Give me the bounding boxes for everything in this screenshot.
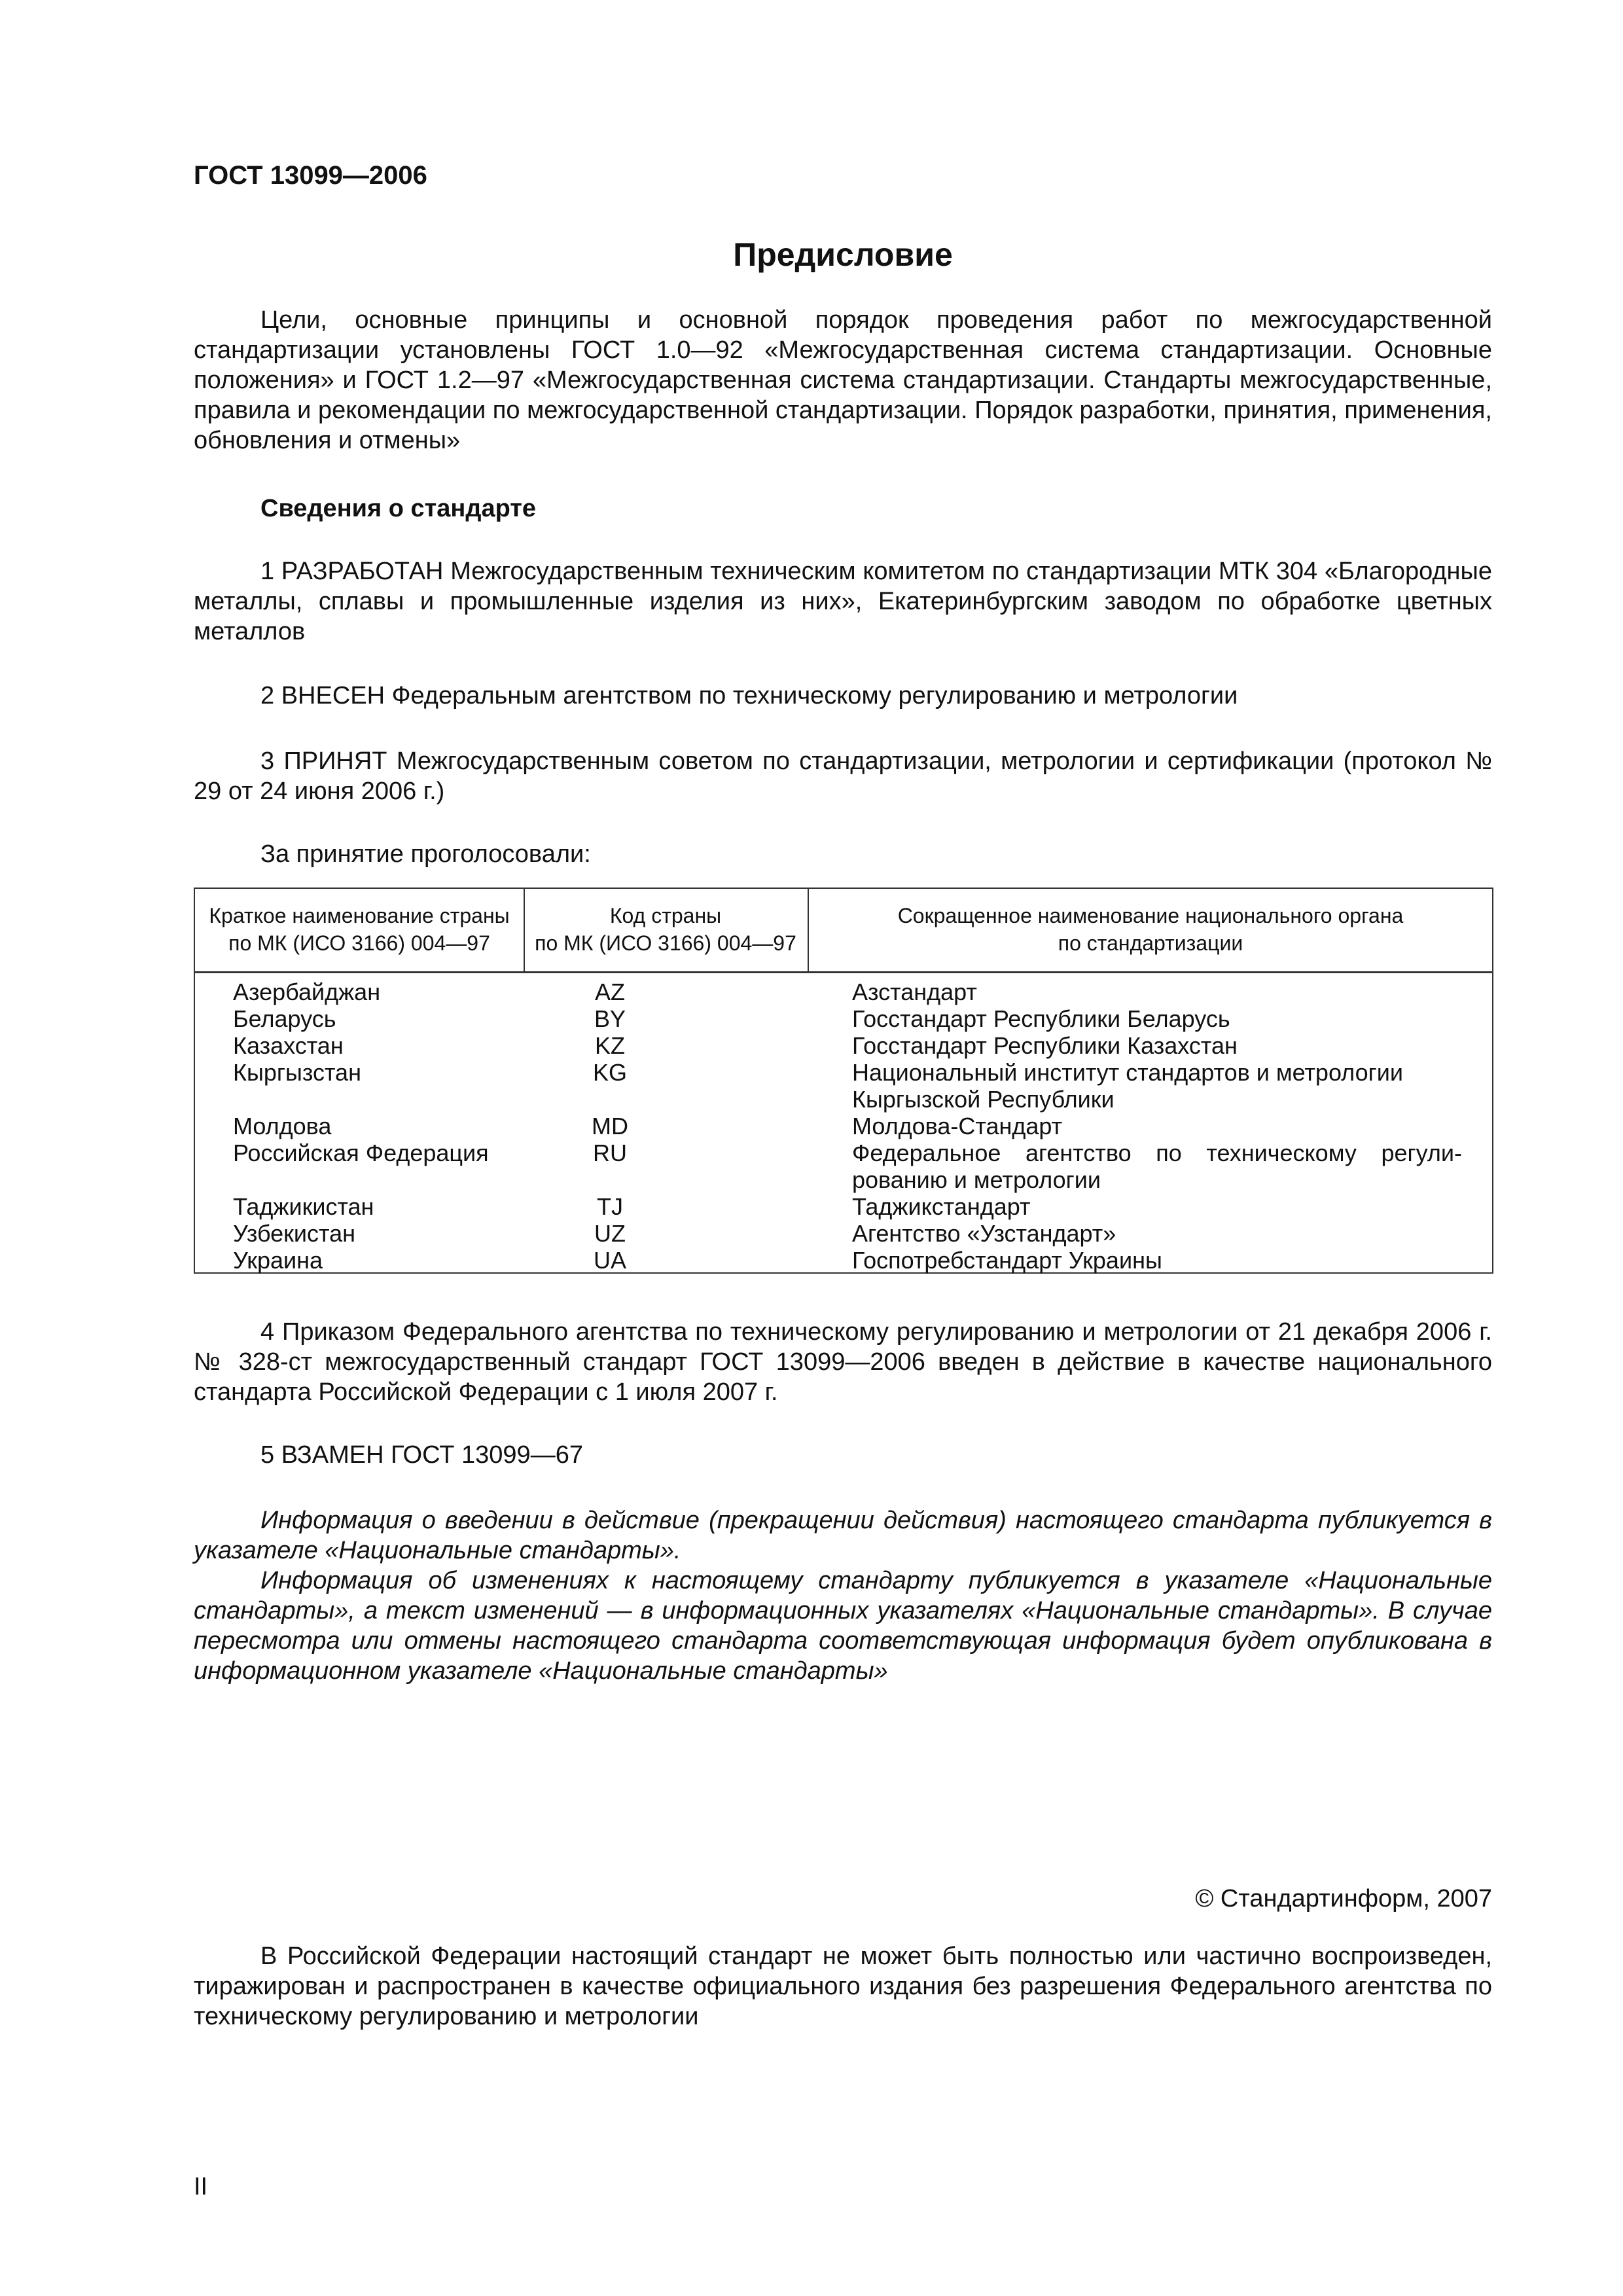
info-heading: Сведения о стандарте [260, 495, 537, 522]
code-cell: UZ [594, 1220, 626, 1247]
country-cell: Беларусь [233, 1005, 336, 1032]
country-cell: Азербайджан [233, 978, 381, 1005]
org-cell: Таджикстандарт [852, 1193, 1031, 1220]
header-country: Краткое наименование страны по МК (ИСО 3166) 004—97 [209, 904, 510, 955]
code-cell: KG [592, 1059, 627, 1086]
table-row [195, 1247, 1492, 1274]
document-header: ГОСТ 13099—2006 [194, 161, 427, 190]
header-organization: Сокращенное наименование национального органа по стандартизации [897, 904, 1404, 955]
notice-introduction: Информация о введении в действие (прекращении действия) настоящего стандарта публикуется в указателе «Национальные стандарты». [194, 1507, 1492, 1564]
org-cell: Федеральное агентство по техническому регули- рованию и метрологии [852, 1139, 1462, 1193]
notice-changes: Информация об изменениях к настоящему стандарту публикуется в указателе «Национальные стандарты», а текст изменений — в информационных указателях «Национальные стандарты». В случае пересмотра или отмены настоящего стандарта соответствующая информация будет опубликована в информационном указателе «Национальные стандарты» [194, 1567, 1492, 1685]
country-cell: Узбекистан [233, 1220, 356, 1247]
org-cell: Национальный институт стандартов и метрологии Кыргызской Республики [852, 1059, 1403, 1113]
voted-label: За принятие проголосовали: [260, 840, 591, 868]
intro-paragraph: Цели, основные принципы и основной порядок проведения работ по межгосударственной стандартизации установлены ГОСТ 1.0—92 «Межгосударственная система стандартизации. Основные положения» и ГОСТ 1.2—97 «Межгосударственная система стандартизации. Стандарты межгосударственные, правила и рекомендации по межгосударственной стандартизации. Порядок разработки, принятия, применения, обновления и отмены» [194, 306, 1492, 454]
item-1-developed: 1 РАЗРАБОТАН Межгосударственным техническим комитетом по стандартизации МТК 304 «Благородные металлы, сплавы и промышленные изделия из них», Екатеринбургским заводом по обработке цветных металлов [194, 558, 1492, 645]
voting-table [194, 888, 1493, 1274]
org-cell: Госпотребстандарт Украины [852, 1247, 1162, 1274]
code-cell: UA [593, 1247, 626, 1274]
code-cell: BY [594, 1005, 626, 1032]
code-cell: MD [592, 1113, 628, 1139]
section-title: Предисловие [733, 236, 953, 273]
table-header-row [195, 889, 1492, 973]
country-cell: Молдова [233, 1113, 332, 1139]
org-cell: Госстандарт Республики Казахстан [852, 1032, 1238, 1059]
country-cell: Таджикистан [233, 1193, 374, 1220]
item-3-adopted: 3 ПРИНЯТ Межгосударственным советом по стандартизации, метрологии и сертификации (протокол № 29 от 24 июня 2006 г.) [194, 747, 1492, 805]
code-cell: RU [593, 1139, 627, 1166]
table-row [195, 1193, 1492, 1220]
table-row [195, 1220, 1492, 1247]
reproduction-restriction: В Российской Федерации настоящий стандарт не может быть полностью или частично воспроизведен, тиражирован и распространен в качестве официального издания без разрешения Федерального агентства по техническому регулированию и метрологии [194, 1943, 1492, 2030]
org-cell: Молдова-Стандарт [852, 1113, 1063, 1139]
page-number: II [194, 2173, 208, 2200]
country-cell: Российская Федерация [233, 1139, 489, 1166]
table-row [195, 1005, 1492, 1032]
table-row [195, 1113, 1492, 1139]
code-cell: TJ [597, 1193, 623, 1220]
code-cell: AZ [594, 978, 625, 1005]
item-4-enacted: 4 Приказом Федерального агентства по техническому регулированию и метрологии от 21 декабря 2006 г. № 328-ст межгосударственный стандарт ГОСТ 13099—2006 введен в действие в качестве национального стандарта Российской Федерации с 1 июля 2007 г. [194, 1318, 1492, 1406]
item-5-replaces: 5 ВЗАМЕН ГОСТ 13099—67 [260, 1441, 583, 1469]
code-cell: KZ [594, 1032, 625, 1059]
table-body [195, 978, 1492, 1274]
item-2-submitted: 2 ВНЕСЕН Федеральным агентством по техническому регулированию и метрологии [260, 682, 1238, 709]
table-row [195, 1059, 1492, 1113]
table-row [195, 978, 1492, 1005]
org-cell: Агентство «Узстандарт» [852, 1220, 1116, 1247]
header-code: Код страны по МК (ИСО 3166) 004—97 [535, 904, 796, 955]
country-cell: Кыргызстан [233, 1059, 361, 1086]
org-cell: Азстандарт [852, 978, 977, 1005]
country-cell: Казахстан [233, 1032, 344, 1059]
table-row [195, 1139, 1492, 1193]
org-cell: Госстандарт Республики Беларусь [852, 1005, 1230, 1032]
table-row [195, 1032, 1492, 1059]
country-cell: Украина [233, 1247, 323, 1274]
copyright-line: © Стандартинформ, 2007 [1195, 1885, 1492, 1912]
